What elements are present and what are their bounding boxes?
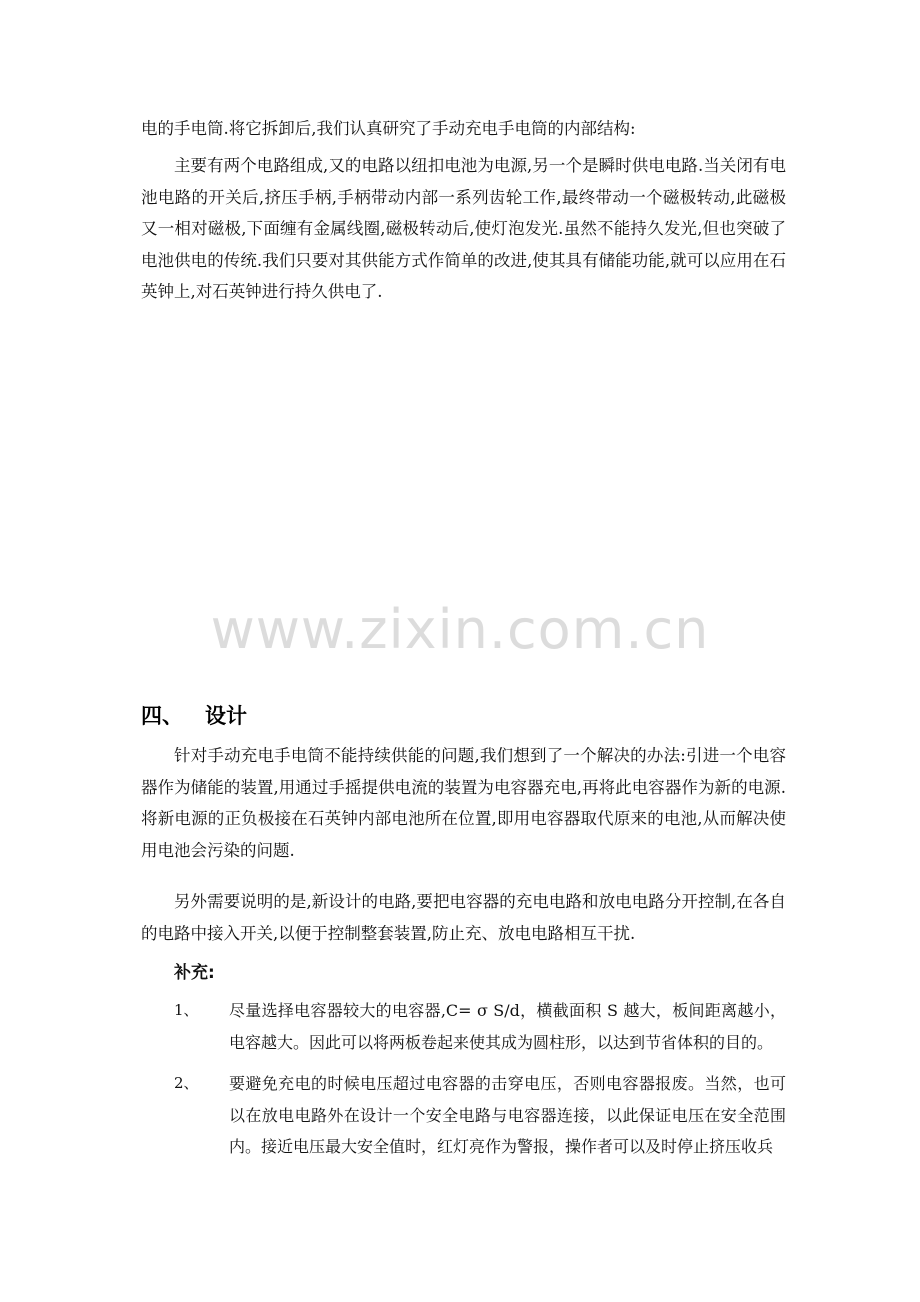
paragraph-intro-continuation: 电的手电筒.将它拆卸后,我们认真研究了手动充电手电筒的内部结构:	[141, 119, 636, 138]
list-item-number: 2、	[174, 1074, 199, 1092]
paragraph-design-1: 针对手动充电手电筒不能持续供能的问题,我们想到了一个解决的办法:引进一个电容器作为储能的装置,用通过手摇提供电流的装置为电容器充电,再将此电容器作为新的电源.将新电源的正负极接在石英钟内部电池所在位置,即用电容器取代原来的电池,从而解决使用电池会污染的问题.	[141, 746, 786, 860]
list-item-text: 要避免充电的时候电压超过电容器的击穿电压，否则电容器报废。当然，也可以在放电电路外在设计一个安全电路与电容器连接，以此保证电压在安全范围内。接近电压最大安全值时，红灯亮作为警报，操作者可以及时停止挤压收兵	[229, 1074, 786, 1156]
paragraph-structure: 主要有两个电路组成,又的电路以纽扣电池为电源,另一个是瞬时供电电路.当关闭有电池电路的开关后,挤压手柄,手柄带动内部一系列齿轮工作,最终带动一个磁极转动,此磁极又一相对磁极,下面缠有金属线圈,磁极转动后,使灯泡发光.虽然不能持久发光,但也突破了电池供电的传统.我们只要对其供能方式作简单的改进,使其具有储能功能,就可以应用在石英钟上,对石英钟进行持久供电了.	[141, 156, 786, 301]
section-number: 四、	[141, 704, 183, 728]
supplement-title: 补充:	[174, 963, 215, 983]
list-item-number: 1、	[174, 1001, 199, 1019]
watermark: www.zixin.com.cn	[210, 598, 710, 661]
paragraph-design-2: 另外需要说明的是,新设计的电路,要把电容器的充电电路和放电电路分开控制,在各自的电路中接入开关,以便于控制整套装置,防止充、放电电路相互干扰.	[141, 892, 786, 943]
section-heading	[141, 700, 247, 730]
section-title: 设计	[205, 704, 247, 728]
list-item-text: 尽量选择电容器较大的电容器,C= σ S/d，横截面积 S 越大，板间距离越小，电容越大。因此可以将两板卷起来使其成为圆柱形，以达到节省体积的目的。	[229, 1001, 786, 1052]
